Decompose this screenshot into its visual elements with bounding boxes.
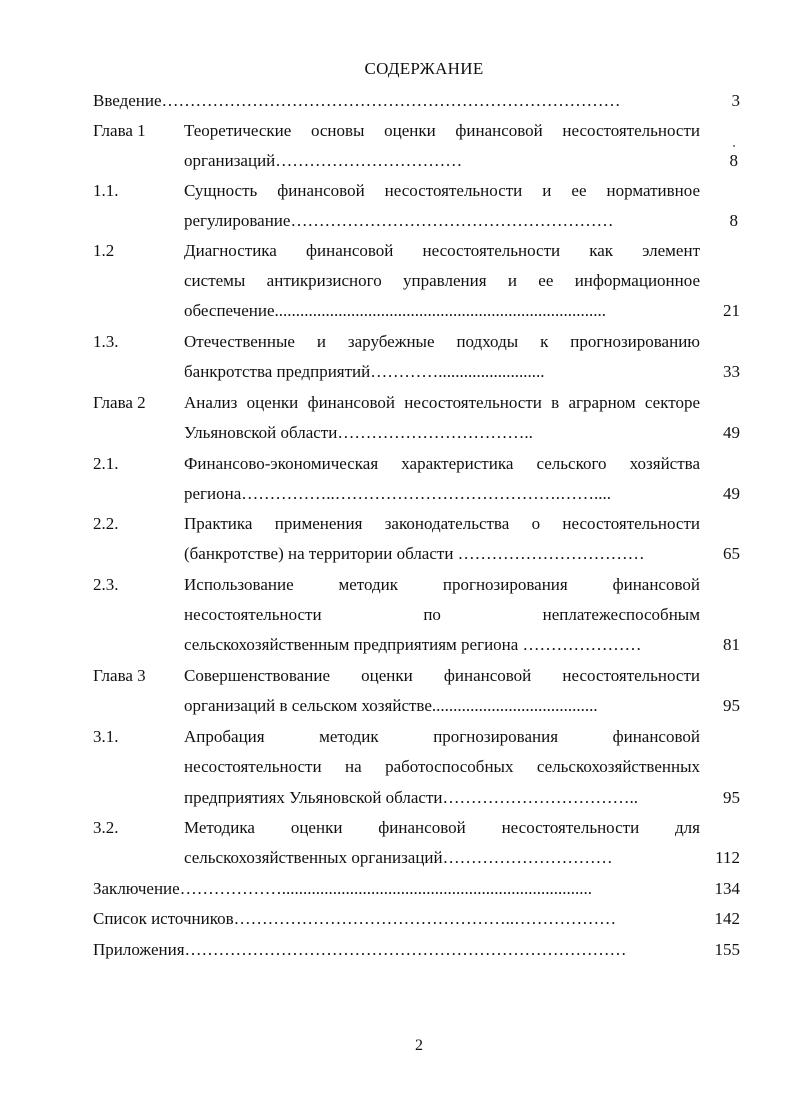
toc-s11-number: 1.1. [93, 181, 119, 200]
page-number: 2 [415, 1037, 423, 1054]
toc-s22-number: 2.2. [93, 514, 119, 533]
toc-ch2-number: Глава 2 [93, 393, 146, 412]
toc-s11-line2: регулирование………………………………………………… [184, 211, 614, 230]
toc-s23-line1: Использование методик прогнозирования финансовой [184, 575, 700, 594]
toc-s31-line3: предприятиях Ульяновской области…………………………….. [184, 788, 638, 807]
toc-s13-line2: банкротства предприятий…………......................... [184, 362, 545, 381]
toc-s32-line1: Методика оценки финансовой несостоятельности для [184, 818, 700, 837]
toc-s31-line2: несостоятельности на работоспособных сельскохозяйственных [184, 757, 700, 776]
toc-ch2-line2: Ульяновской области…………………………….. [184, 423, 533, 442]
toc-sources-text: Список источников…………………………………………..……………… [93, 909, 617, 928]
toc-s11-line1: Сущность финансовой несостоятельности и ее нормативное [184, 181, 700, 200]
toc-s13-page: 33 [723, 362, 740, 381]
toc-ch1-line1: Теоретические основы оценки финансовой несостоятельности [184, 121, 700, 140]
toc-s11-page: 8 [729, 211, 738, 230]
toc-s13-number: 1.3. [93, 332, 119, 351]
toc-s21-page: 49 [723, 484, 740, 503]
scan-speck [733, 145, 735, 147]
toc-s13-line1: Отечественные и зарубежные подходы к прогнозированию [184, 332, 700, 351]
toc-s32-number: 3.2. [93, 818, 119, 837]
toc-s31-line1: Апробация методик прогнозирования финансовой [184, 727, 700, 746]
toc-s22-line1: Практика применения законодательства о несостоятельности [184, 514, 700, 533]
toc-ch3-line1: Совершенствование оценки финансовой несостоятельности [184, 666, 700, 685]
page-title: СОДЕРЖАНИЕ [364, 59, 484, 78]
toc-ch2-page: 49 [723, 423, 740, 442]
toc-conclusion-page: 134 [714, 879, 740, 898]
toc-s23-line2: несостоятельности по неплатежеспособным [184, 605, 700, 624]
toc-s23-line3: сельскохозяйственным предприятиям региона ………………… [184, 635, 642, 654]
toc-conclusion-text: Заключение………………......................................................................... [93, 879, 592, 898]
toc-s12-number: 1.2 [93, 241, 115, 260]
toc-ch3-number: Глава 3 [93, 666, 146, 685]
toc-s12-line1: Диагностика финансовой несостоятельности как элемент [184, 241, 700, 260]
toc-s23-page: 81 [723, 635, 740, 654]
toc-s21-line1: Финансово-экономическая характеристика сельского хозяйства [184, 454, 700, 473]
toc-appendix-text: Приложения…………………………………………………………………… [93, 940, 627, 959]
toc-s31-page: 95 [723, 788, 740, 807]
toc-s32-line2: сельскохозяйственных организаций………………………… [184, 848, 613, 867]
toc-s21-line2: региона……………..………………………………….…….... [184, 484, 612, 503]
toc-ch1-page: 8 [729, 151, 738, 170]
toc-s21-number: 2.1. [93, 454, 119, 473]
toc-ch3-page: 95 [723, 696, 740, 715]
toc-ch2-line1: Анализ оценки финансовой несостоятельности в аграрном секторе [184, 393, 700, 412]
toc-ch3-line2: организаций в сельском хозяйстве....................................... [184, 696, 598, 715]
toc-s32-page: 112 [715, 848, 740, 867]
toc-ch1-line2: организаций…………………………… [184, 151, 463, 170]
toc-appendix-page: 155 [714, 940, 740, 959]
toc-s12-line2: системы антикризисного управления и ее информационное [184, 271, 700, 290]
toc-s23-number: 2.3. [93, 575, 119, 594]
toc-s22-line2: (банкротстве) на территории области …………………………… [184, 544, 645, 563]
toc-s31-number: 3.1. [93, 727, 119, 746]
toc-s22-page: 65 [723, 544, 740, 563]
toc-intro-text: Введение……………………………………………………………………… [93, 91, 621, 110]
toc-intro-page: 3 [731, 91, 740, 110]
toc-s12-page: 21 [723, 301, 740, 320]
toc-sources-page: 142 [714, 909, 740, 928]
toc-ch1-number: Глава 1 [93, 121, 146, 140]
toc-s12-line3: обеспечение.............................................................................. [184, 301, 606, 320]
